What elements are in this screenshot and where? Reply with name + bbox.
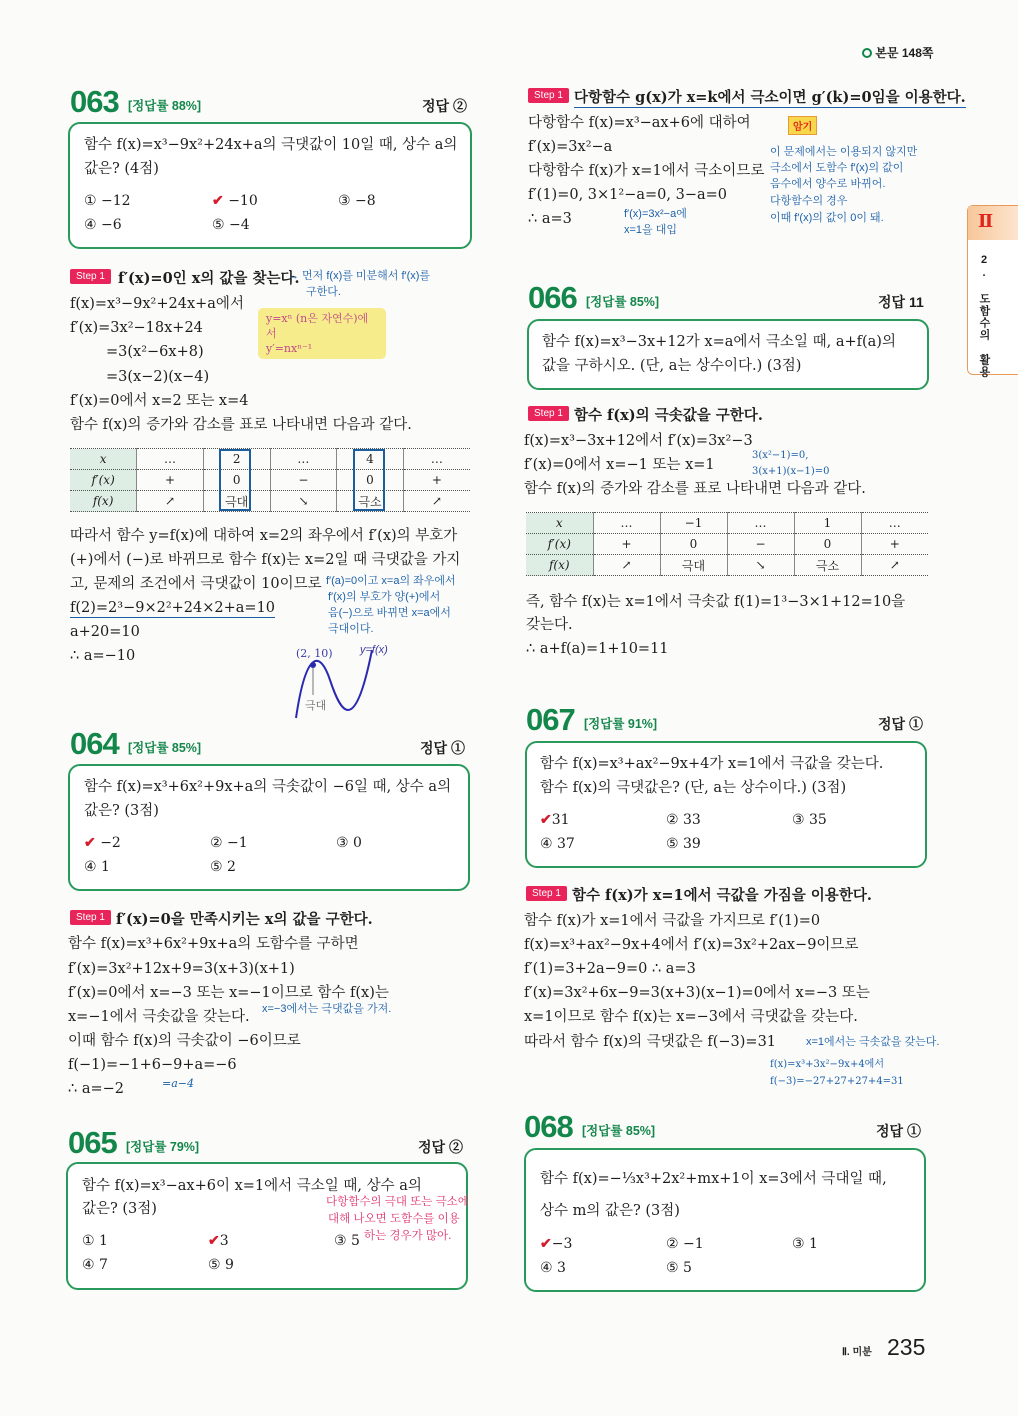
question-line: 함수 f(x)=x³−ax+6이 x=1에서 극소일 때, 상수 a의	[82, 1178, 422, 1194]
table-cell: ↗	[861, 555, 928, 576]
page-number: 235	[887, 1334, 926, 1360]
choice[interactable]: ④ 7	[82, 1257, 108, 1273]
memo-badge: 암기	[788, 116, 817, 135]
choice[interactable]: ④ 37	[540, 836, 575, 852]
table-cell: 1	[794, 513, 861, 534]
solution-line: f′(x)=3x²−18x+24	[70, 320, 203, 336]
note: x=1에서는 극솟값을 갖는다.	[806, 1036, 940, 1048]
solution-line: 다항함수 f(x)가 x=1에서 극소이므로	[528, 163, 765, 179]
solution-line: =3(x−2)(x−4)	[106, 369, 210, 385]
solution-line: 즉, 함수 f(x)는 x=1에서 극솟값 f(1)=1³−3×1+12=10을	[526, 594, 906, 610]
choice[interactable]: ① 1	[82, 1233, 108, 1249]
solution-line: 따라서 함수 y=f(x)에 대하여 x=2의 좌우에서 f′(x)의 부호가	[70, 528, 458, 544]
note: 하는 경우가 많아.	[364, 1230, 452, 1242]
correct-rate: [정답률 85%]	[582, 1124, 656, 1138]
answer: 정답 ①	[876, 1123, 921, 1139]
graph-point-label: (2, 10)	[296, 647, 333, 660]
solution-line: f(−1)=−1+6−9+a=−6	[68, 1057, 237, 1073]
problem-number: 065	[68, 1125, 117, 1160]
table-cell: 극대	[203, 491, 270, 512]
correct-rate: [정답률 91%]	[584, 717, 658, 731]
table-cell: …	[861, 513, 928, 534]
choice[interactable]: ④ −6	[84, 217, 122, 233]
step-badge: Step 1	[70, 269, 111, 284]
table-cell: x	[526, 513, 593, 534]
table-cell: f′(x)	[526, 534, 593, 555]
solution-line: ∴ a=−10	[70, 648, 136, 664]
solution-line: 고, 문제의 조건에서 극댓값이 10이므로	[70, 576, 322, 592]
choice[interactable]: ③ 0	[336, 835, 362, 851]
table-cell: …	[593, 513, 660, 534]
table-cell: f(x)	[526, 555, 593, 576]
table-cell: f′(x)	[70, 470, 137, 491]
solution-line: a+20=10	[70, 624, 140, 640]
solution-line: (+)에서 (−)로 바뀌므로 함수 f(x)는 x=2일 때 극댓값을 가지	[70, 552, 461, 568]
table-cell: 극소	[337, 491, 404, 512]
solution-line: 다항함수 f(x)=x³−ax+6에 대하여	[528, 115, 751, 131]
choice-correct[interactable]: ✔ −2	[84, 835, 121, 851]
check-icon: ✔	[84, 835, 96, 851]
solution-line: ∴ a=−2	[68, 1081, 125, 1097]
note: f(−3)=−27+27+27+4=31	[770, 1076, 904, 1087]
table-cell: 0	[660, 534, 727, 555]
table-cell: 4	[337, 449, 404, 470]
solution-line: f(x)=x³−9x²+24x+a에서	[70, 296, 244, 312]
footer-section: Ⅱ. 미분	[842, 1347, 872, 1358]
solution-line: x=−1에서 극솟값을 갖는다.	[68, 1009, 250, 1025]
solution-line: x=1이므로 함수 f(x)는 x=−3에서 극댓값을 갖는다.	[524, 1009, 858, 1025]
choice[interactable]: ③ 35	[792, 812, 827, 828]
solution-line: 이때 함수 f(x)의 극솟값이 −6이므로	[68, 1033, 301, 1049]
note: 이때 f′(x)의 값이 0이 돼.	[770, 212, 884, 224]
table-cell: …	[727, 513, 794, 534]
table-cell: −	[727, 534, 794, 555]
choice[interactable]: ③ −8	[338, 193, 376, 209]
problem-number: 067	[526, 702, 575, 737]
answer: 정답 ②	[422, 98, 467, 114]
choice[interactable]: ③ 1	[792, 1236, 818, 1252]
choice[interactable]: ② −1	[210, 835, 248, 851]
question-box	[527, 319, 929, 390]
choice-correct[interactable]: ✔3	[208, 1233, 229, 1249]
chapter-label: 2. 도함수의 활용	[978, 254, 990, 378]
solution-line: f′(x)=0에서 x=−1 또는 x=1	[524, 457, 715, 473]
solution-line: 함수 f(x)의 증가와 감소를 표로 나타내면 다음과 같다.	[70, 417, 412, 433]
solution-line: 함수 f(x)가 x=1에서 극값을 가지므로 f′(1)=0	[524, 913, 821, 929]
correct-rate: [정답률 85%]	[586, 295, 660, 309]
check-icon: ✔	[208, 1233, 220, 1249]
question-line: 함수 f(x)=x³+6x²+9x+a의 극솟값이 −6일 때, 상수 a의	[84, 779, 452, 795]
table-cell: ↘	[270, 491, 337, 512]
solution-line: 따라서 함수 f(x)의 극댓값은 f(−3)=31	[524, 1034, 777, 1050]
page-reference: 본문 148쪽	[862, 44, 933, 61]
table-cell: +	[137, 470, 204, 491]
check-icon: ✔	[212, 193, 224, 209]
table-cell: 극소	[794, 555, 861, 576]
table-cell: +	[593, 534, 660, 555]
question-line: 함수 f(x)=x³+ax²−9x+4가 x=1에서 극값을 갖는다.	[540, 756, 884, 772]
choice-correct[interactable]: ✔31	[540, 812, 570, 828]
sign-table	[70, 448, 470, 512]
choice[interactable]: ④ 3	[540, 1260, 566, 1276]
note: 극소에서 도함수 f′(x)의 값이	[770, 162, 904, 174]
solution-line: 함수 f(x)의 증가와 감소를 표로 나타내면 다음과 같다.	[524, 481, 866, 497]
correct-rate: [정답률 88%]	[128, 99, 202, 113]
choice-correct[interactable]: ✔ −10	[212, 193, 258, 209]
note: 3(x+1)(x−1)=0	[752, 466, 830, 477]
choice[interactable]: ⑤ −4	[212, 217, 250, 233]
table-cell: 0	[337, 470, 404, 491]
note: 대해 나오면 도함수를 이용	[328, 1213, 460, 1225]
table-cell: …	[403, 449, 470, 470]
step-badge: Step 1	[526, 886, 567, 901]
solution-line: f(x)=x³−3x+12에서 f′(x)=3x²−3	[524, 433, 753, 449]
solution-line: f′(x)=3x²+6x−9=3(x+3)(x−1)=0에서 x=−3 또는	[524, 985, 870, 1001]
solution-line: 갖는다.	[526, 617, 573, 633]
step-title: f′(x)=0을 만족시키는 x의 값을 구한다.	[116, 911, 373, 928]
table-cell: …	[270, 449, 337, 470]
table-cell: 0	[203, 470, 270, 491]
check-icon: ✔	[540, 1236, 552, 1252]
solution-line: ∴ a=3	[528, 211, 572, 227]
note: x=1을 대입	[624, 224, 677, 236]
question-line: 함수 f(x)=x³−3x+12가 x=a에서 극소일 때, a+f(a)의	[542, 334, 896, 350]
table-cell: +	[403, 470, 470, 491]
note: 3(x²−1)=0,	[752, 450, 809, 461]
table-cell: −	[270, 470, 337, 491]
choice[interactable]: ② 33	[666, 812, 701, 828]
question-line: 함수 f(x)의 극댓값은? (단, a는 상수이다.) (3점)	[540, 780, 847, 796]
question-line: 함수 f(x)=−⅓x³+2x²+mx+1이 x=3에서 극대일 때,	[540, 1171, 887, 1187]
table-cell: 2	[203, 449, 270, 470]
solution-line: f(x)=x³+ax²−9x+4에서 f′(x)=3x²+2ax−9이므로	[524, 937, 859, 953]
note: 다항함수의 경우	[770, 195, 848, 207]
table-cell: x	[70, 449, 137, 470]
step-badge: Step 1	[70, 910, 111, 925]
problem-number: 068	[524, 1109, 573, 1144]
step-title: 다항함수 g(x)가 x=k에서 극소이면 g′(k)=0임을 이용한다.	[574, 86, 966, 108]
choice[interactable]: ⑤ 2	[210, 859, 236, 875]
problem-number: 064	[70, 726, 119, 761]
table-cell: 극대	[660, 555, 727, 576]
problem-number: 063	[70, 84, 119, 119]
solution-line: ∴ a+f(a)=1+10=11	[526, 641, 669, 657]
step-badge: Step 1	[528, 406, 569, 421]
step-title: f′(x)=0인 x의 값을 찾는다.	[118, 270, 300, 287]
choice[interactable]: ① −12	[84, 193, 131, 209]
question-line: 값은? (3점)	[84, 803, 159, 819]
solution-line: f′(x)=0에서 x=2 또는 x=4	[70, 393, 249, 409]
answer: 정답 ①	[878, 716, 923, 732]
choice[interactable]: ③ 5	[334, 1233, 360, 1249]
note: f′(x)=3x²−a에	[624, 208, 687, 220]
highlight-box	[219, 449, 251, 511]
note: f(x)=x³+3x²−9x+4에서	[770, 1059, 885, 1070]
note: f′(x)의 부호가 양(+)에서	[328, 591, 441, 603]
question-line: 상수 m의 값은? (3점)	[540, 1203, 680, 1219]
solution-line: f′(x)=0에서 x=−3 또는 x=−1이므로 함수 f(x)는	[68, 985, 389, 1001]
note: x=−3에서는 극댓값을 가져.	[262, 1003, 392, 1015]
answer: 정답 11	[878, 294, 924, 310]
highlight-box	[353, 449, 385, 511]
solution-line: f′(x)=3x²+12x+9=3(x+3)(x+1)	[68, 961, 295, 977]
note: 극대이다.	[328, 623, 374, 635]
question-line: 함수 f(x)=x³−9x²+24x+a의 극댓값이 10일 때, 상수 a의	[84, 137, 458, 153]
note: 구한다.	[306, 286, 341, 298]
graph-max-label: 극대	[305, 700, 327, 712]
question-line: 값을 구하시오. (단, a는 상수이다.) (3점)	[542, 358, 802, 374]
answer: 정답 ②	[418, 1139, 463, 1155]
note: 다항함수의 극대 또는 극소에	[326, 1196, 469, 1208]
note: 음(−)으로 바뀌면 x=a에서	[328, 607, 451, 619]
solution-line: =3(x²−6x+8)	[106, 344, 204, 360]
solution-line: f′(1)=0, 3×1²−a=0, 3−a=0	[528, 187, 727, 203]
solution-line: f(2)=2³−9×2²+24×2+a=10	[70, 600, 276, 616]
step-title: 함수 f(x)의 극솟값을 구한다.	[574, 407, 763, 424]
choice-correct[interactable]: ✔−3	[540, 1236, 573, 1252]
graph-curve-label: y=f(x)	[360, 644, 388, 656]
formula-note: y=xⁿ (n은 자연수)에서 y′=nxⁿ⁻¹	[258, 308, 386, 359]
table-cell: +	[861, 534, 928, 555]
choice[interactable]: ④ 1	[84, 859, 110, 875]
correct-rate: [정답률 85%]	[128, 741, 202, 755]
choice[interactable]: ⑤ 5	[666, 1260, 692, 1276]
note: 음수에서 양수로 바뀌어.	[770, 178, 886, 190]
note: f′(a)=0이고 x=a의 좌우에서	[326, 575, 456, 587]
note: =a−4	[162, 1077, 194, 1090]
solution-line: f′(1)=3+2a−9=0 ∴ a=3	[524, 961, 696, 977]
choice[interactable]: ② −1	[666, 1236, 704, 1252]
question-line: 값은? (3점)	[82, 1201, 157, 1217]
chapter-tab[interactable]	[967, 205, 1018, 378]
correct-rate: [정답률 79%]	[126, 1140, 200, 1154]
table-cell: ↗	[403, 491, 470, 512]
table-cell: 0	[794, 534, 861, 555]
step-badge: Step 1	[528, 88, 569, 103]
question-line: 값은? (4점)	[84, 161, 159, 177]
note: 이 문제에서는 이용되지 않지만	[770, 146, 918, 158]
choice[interactable]: ⑤ 39	[666, 836, 701, 852]
step-title: 함수 f(x)가 x=1에서 극값을 가짐을 이용한다.	[572, 887, 872, 904]
sign-table	[526, 512, 928, 576]
solution-line: 함수 f(x)=x³+6x²+9x+a의 도함수를 구하면	[68, 936, 359, 952]
problem-number: 066	[528, 280, 577, 315]
table-cell: ↘	[727, 555, 794, 576]
answer: 정답 ①	[420, 740, 465, 756]
solution-line: f′(x)=3x²−a	[528, 139, 613, 155]
table-cell: ↗	[593, 555, 660, 576]
table-cell: …	[137, 449, 204, 470]
choice[interactable]: ⑤ 9	[208, 1257, 234, 1273]
table-cell: f(x)	[70, 491, 137, 512]
circle-icon	[862, 48, 872, 58]
note: → 먼저 f(x)를 미분해서 f′(x)를	[288, 270, 431, 282]
table-cell: ↗	[137, 491, 204, 512]
part-label: Ⅱ	[968, 206, 1018, 240]
table-cell: −1	[660, 513, 727, 534]
check-icon: ✔	[540, 812, 552, 828]
